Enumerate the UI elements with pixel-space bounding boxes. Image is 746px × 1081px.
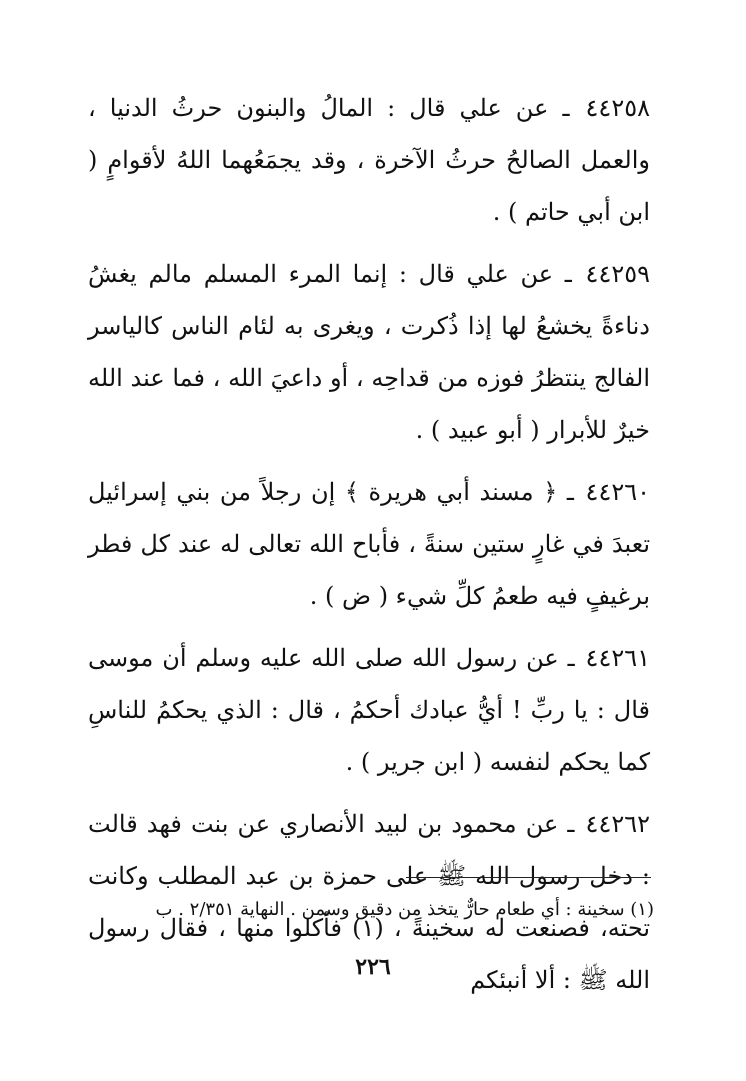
page-number: ٢٢٦ xyxy=(355,954,391,980)
entry-text: عن علي قال : المالُ والبنون حرثُ الدنيا ، والعمل الصالحُ حرثُ الآخرة ، وقد يجمَعُهما اللهُ لأقوامٍ ( ابن أبي حاتم ) . xyxy=(88,94,650,226)
entry-dash: ـ xyxy=(558,810,575,838)
hadith-entry-44261 xyxy=(88,632,650,788)
entry-dash: ـ xyxy=(557,478,574,506)
entry-text: عن رسول الله صلى الله عليه وسلم أن موسى قال : يا ربِّ ! أيُّ عبادك أحكمُ ، قال : الذي يحكمُ للناسِ كما يحكم لنفسه ( ابن جرير ) . xyxy=(88,644,650,776)
entry-number: ٤٤٢٦٢ xyxy=(585,810,650,838)
footnote-divider xyxy=(406,877,651,878)
entry-dash: ـ xyxy=(558,644,575,672)
footnote: (١) سخينة : أي طعام حارٌّ يتخذ من دقيق وسمن . النهاية ٢/٣٥١ . ب xyxy=(155,899,654,920)
entry-number: ٤٤٢٦٠ xyxy=(585,478,650,506)
entry-number: ٤٤٢٦١ xyxy=(585,644,650,672)
entry-text: عن علي قال : إنما المرء المسلم مالم يغشُ دناءةً يخشعُ لها إذا ذُكرت ، ويغرى به لئام الناس كالياسر الفالج ينتظرُ فوزه من قداحِه ، أو داعيَ الله ، فما عند الله خيرٌ للأبرار ( أبو عبيد ) . xyxy=(88,260,650,444)
entry-number: ٤٤٢٥٩ xyxy=(585,260,650,288)
hadith-entry-44259 xyxy=(88,248,650,456)
entry-dash: ـ xyxy=(553,260,572,288)
hadith-entry-44260 xyxy=(88,466,650,622)
entry-text: ﴿ مسند أبي هريرة ﴾ إن رجلاً من بني إسرائيل تعبدَ في غارٍ ستين سنةً ، فأباح الله تعالى له عند كل فطر برغيفٍ فيه طعمُ كلِّ شيء ( ض ) . xyxy=(88,478,650,610)
entry-number: ٤٤٢٥٨ xyxy=(585,94,650,122)
entry-dash: ـ xyxy=(548,94,570,122)
entry-text: عن محمود بن لبيد الأنصاري عن بنت فهد قالت : دخل رسول الله ﷺ على حمزة بن عبد المطلب وكانت تحته، فصنعت له سخينةً ، (١) فأكلوا منها ، فقال رسول الله ﷺ : ألا أنبئكم xyxy=(88,810,650,994)
main-text xyxy=(88,82,650,1016)
hadith-entry-44258 xyxy=(88,82,650,238)
